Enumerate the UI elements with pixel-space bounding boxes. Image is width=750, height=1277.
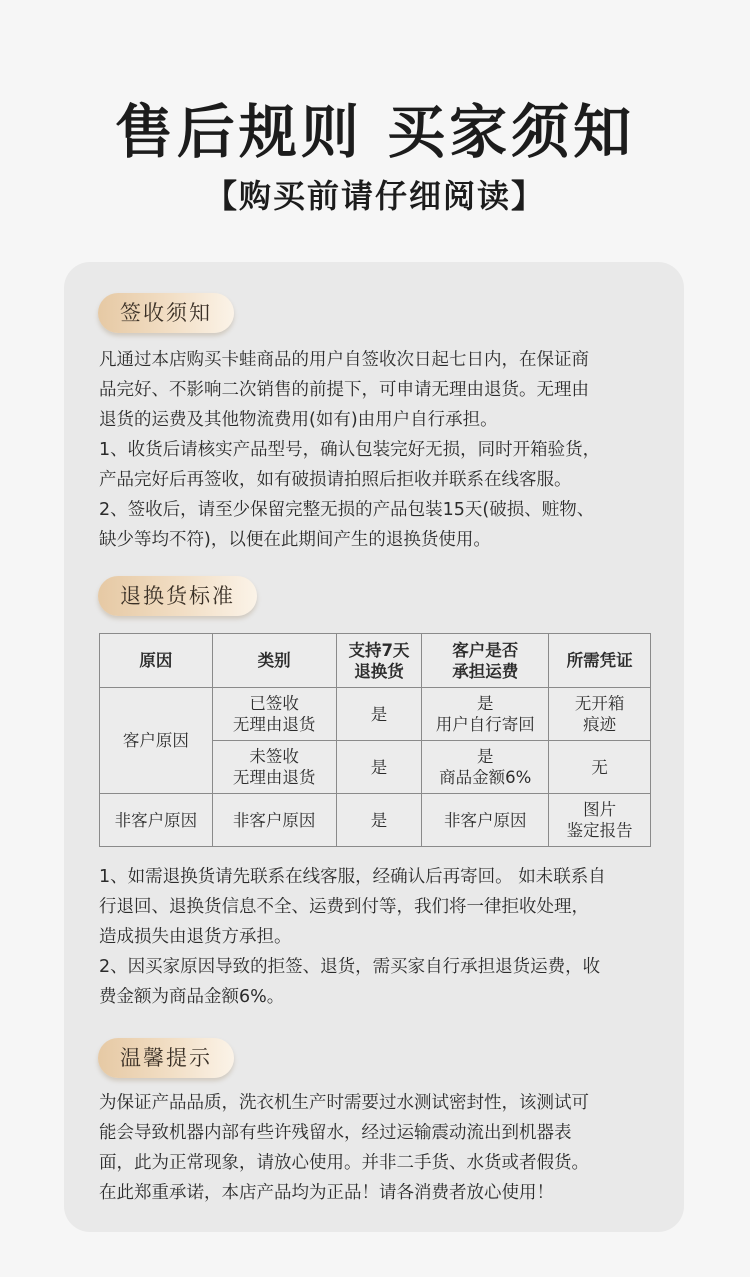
text-line: 2、因买家原因导致的拒签、退货，需买家自行承担退货运费，收 <box>99 957 601 977</box>
category-cell: 已签收 无理由退货 <box>212 688 336 741</box>
header-cell: 原因 <box>100 634 213 688</box>
support-cell: 是 <box>336 688 422 741</box>
reason-cell: 非客户原因 <box>100 794 213 847</box>
proof-cell: 图片 鉴定报告 <box>549 794 651 847</box>
reason-cell: 客户原因 <box>100 688 213 794</box>
text-line: 面，此为正常现象，请放心使用。并非二手货、水货或者假货。 <box>99 1153 589 1173</box>
text-line: 退货的运费及其他物流费用(如有)由用户自行承担。 <box>99 410 498 430</box>
text-line: 费金额为商品金额6%。 <box>99 987 285 1007</box>
header-cell: 支持7天 退换货 <box>336 634 422 688</box>
proof-cell: 无开箱 痕迹 <box>549 688 651 741</box>
text-line: 造成损失由退货方承担。 <box>99 927 292 947</box>
standard-paragraph <box>99 862 659 1012</box>
proof-cell: 无 <box>549 741 651 794</box>
text-line: 在此郑重承诺，本店产品均为正品！请各消费者放心使用！ <box>99 1183 554 1203</box>
text-line: 凡通过本店购买卡蛙商品的用户自签收次日起七日内，在保证商 <box>99 350 589 370</box>
support-cell: 是 <box>336 794 422 847</box>
sign-paragraph <box>99 345 659 555</box>
section-label-tips: 温馨提示 <box>98 1038 234 1078</box>
section-label-sign: 签收须知 <box>98 293 234 333</box>
table-header-row <box>100 634 651 688</box>
table-row <box>100 794 651 847</box>
header-cell: 类别 <box>212 634 336 688</box>
page-title: 售后规则 买家须知 <box>114 98 636 166</box>
freight-cell: 是 商品金额6% <box>422 741 549 794</box>
freight-cell: 非客户原因 <box>422 794 549 847</box>
return-rules-table <box>99 633 651 847</box>
header-cell: 所需凭证 <box>549 634 651 688</box>
freight-cell: 是 用户自行寄回 <box>422 688 549 741</box>
category-cell: 非客户原因 <box>212 794 336 847</box>
tips-paragraph <box>99 1088 659 1208</box>
page-subtitle: 【购买前请仔细阅读】 <box>204 177 545 215</box>
text-line: 能会导致机器内部有些许残留水，经过运输震动流出到机器表 <box>99 1123 572 1143</box>
text-line: 缺少等均不符)，以便在此期间产生的退换货使用。 <box>99 530 491 550</box>
text-line: 为保证产品品质，洗衣机生产时需要过水测试密封性，该测试可 <box>99 1093 589 1113</box>
header-cell: 客户是否 承担运费 <box>422 634 549 688</box>
text-line: 行退回、退换货信息不全、运费到付等，我们将一律拒收处理， <box>99 897 589 917</box>
category-cell: 未签收 无理由退货 <box>212 741 336 794</box>
text-line: 1、如需退换货请先联系在线客服，经确认后再寄回。 如未联系自 <box>99 867 606 887</box>
section-label-standard: 退换货标准 <box>98 576 257 616</box>
text-line: 2、签收后，请至少保留完整无损的产品包装15天(破损、赃物、 <box>99 500 595 520</box>
support-cell: 是 <box>336 741 422 794</box>
text-line: 品完好、不影响二次销售的前提下，可申请无理由退货。无理由 <box>99 380 589 400</box>
text-line: 1、收货后请核实产品型号，确认包装完好无损，同时开箱验货， <box>99 440 601 460</box>
table-row <box>100 688 651 741</box>
text-line: 产品完好后再签收，如有破损请拍照后拒收并联系在线客服。 <box>99 470 572 490</box>
